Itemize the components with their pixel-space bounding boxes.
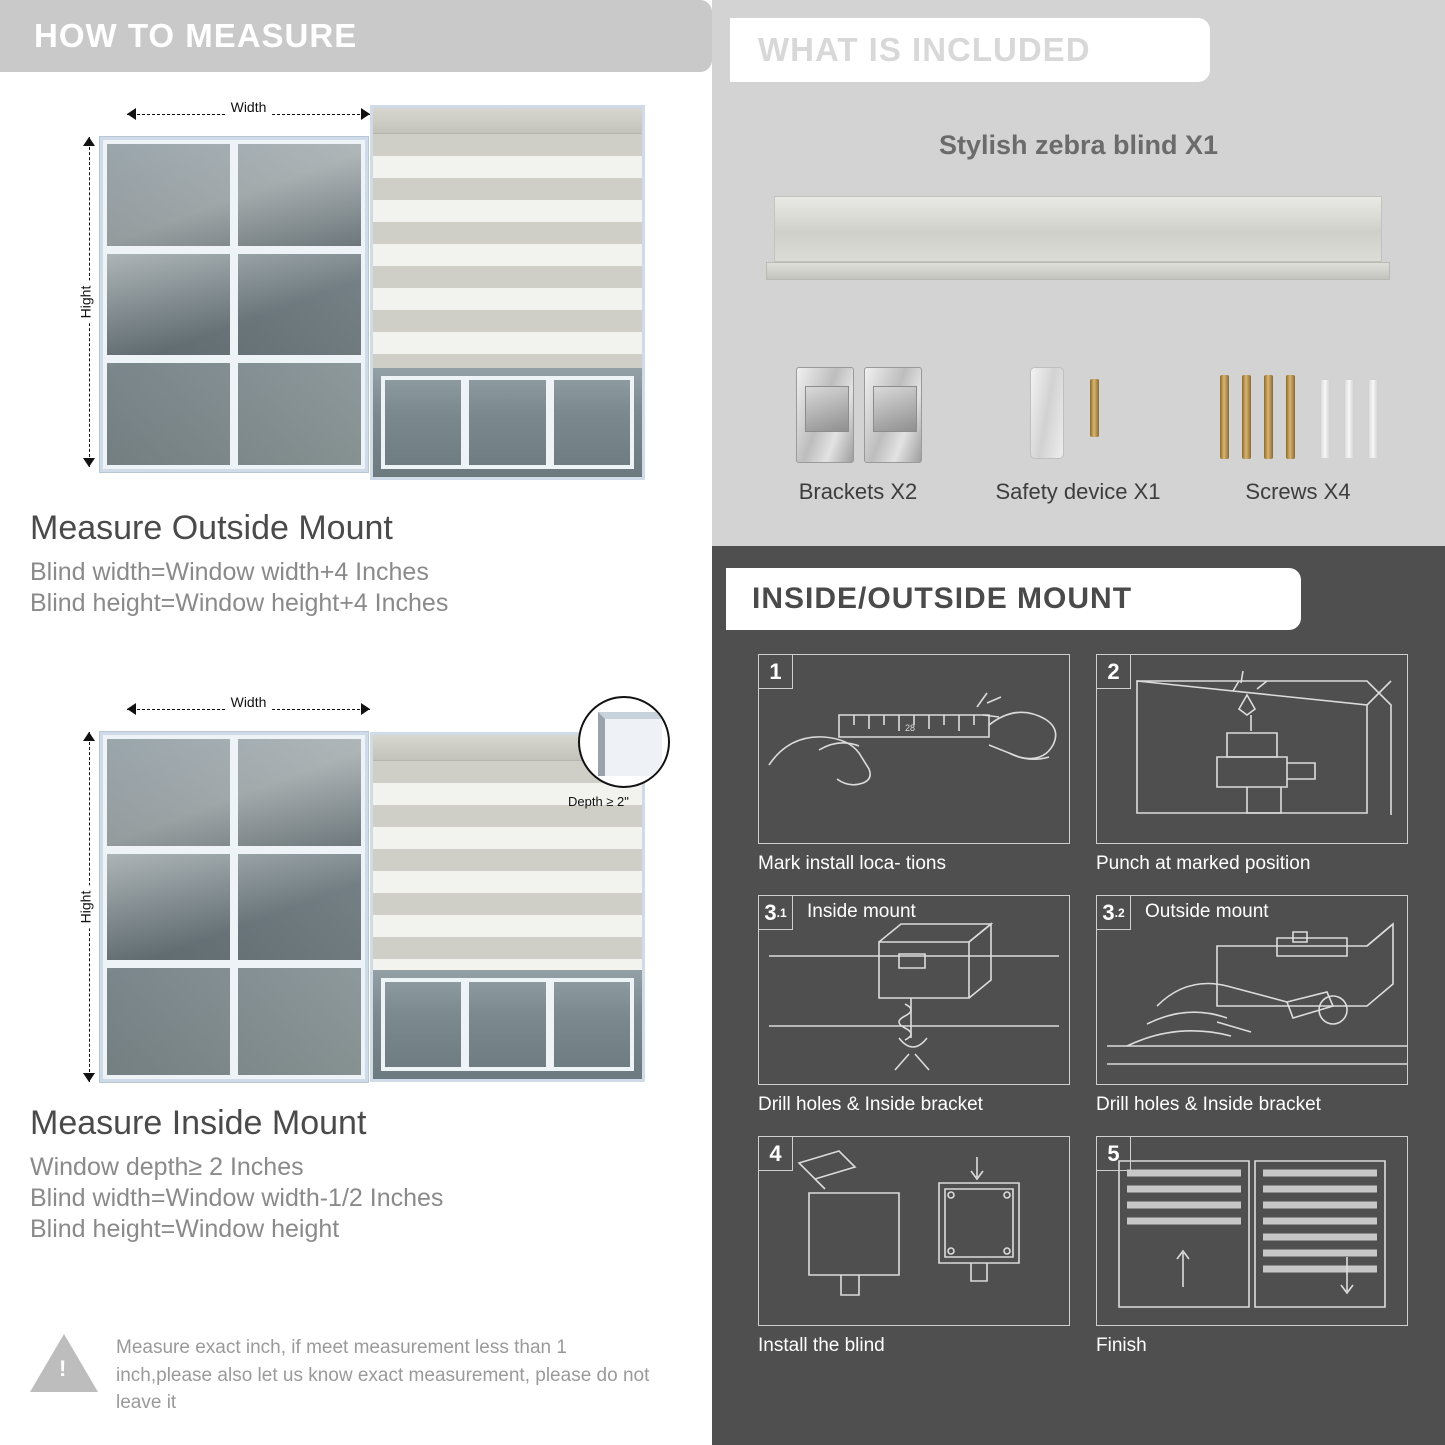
- step-item: [1096, 895, 1408, 1116]
- width-arrow-right-icon: [361, 108, 370, 120]
- drill-sketch-icon: [1097, 655, 1407, 844]
- window-pane: [103, 735, 234, 850]
- part-label: Screws X4: [1245, 479, 1351, 504]
- height-arrow-up-icon: [83, 137, 95, 146]
- window-pane: [234, 359, 365, 469]
- outside-mount-rule-2: Blind height=Window height+4 Inches: [30, 589, 449, 617]
- zebra-blind-product-image: [766, 196, 1390, 292]
- step-number: 1: [759, 655, 793, 689]
- window-pane: [234, 735, 365, 850]
- included-parts-list: [758, 330, 1398, 505]
- height-arrow-up-icon: [83, 732, 95, 741]
- window-pane-grid: [103, 140, 365, 469]
- outside-bracket-sketch-icon: [1097, 896, 1407, 1085]
- bracket-icon: [864, 367, 922, 463]
- measure-hand-sketch-icon: [759, 655, 1069, 844]
- blind-roll: [774, 196, 1382, 262]
- depth-label: Depth ≥ 2": [568, 794, 629, 809]
- step-illustration: [758, 654, 1070, 844]
- wall-anchor-icon: [1368, 379, 1379, 459]
- safety-device-image: [978, 359, 1178, 467]
- step-item: [758, 1136, 1070, 1357]
- inside-mount-rule-3: Blind height=Window height: [30, 1215, 340, 1243]
- step-number: 4: [759, 1137, 793, 1171]
- blind-fabric: [373, 134, 642, 374]
- inside-window-photo: [100, 732, 368, 1082]
- step-item: [758, 895, 1070, 1116]
- window-pane: [103, 250, 234, 360]
- window-pane: [234, 250, 365, 360]
- blind-view-pane: [550, 376, 634, 469]
- step-caption: Drill holes & Inside bracket: [758, 1094, 983, 1115]
- outside-window-photo: [100, 137, 368, 472]
- svg-text:28: 28: [905, 723, 916, 733]
- screw-icon: [1286, 375, 1295, 459]
- step-illustration: [1096, 1136, 1408, 1326]
- step-subtitle: Outside mount: [1145, 901, 1269, 922]
- width-label: Width: [225, 99, 273, 115]
- step-caption: Mark install loca- tions: [758, 853, 946, 874]
- step-number: 3 .1: [759, 896, 793, 930]
- mount-title: INSIDE/OUTSIDE MOUNT: [752, 582, 1133, 615]
- depth-corner-icon: [598, 712, 662, 776]
- step-illustration: [758, 895, 1070, 1085]
- step-illustration: [758, 1136, 1070, 1326]
- how-to-measure-banner: [0, 0, 712, 72]
- part-label: Safety device X1: [995, 479, 1161, 504]
- whats-included-section: [712, 0, 1445, 546]
- inside-mount-rule-1: Window depth≥ 2 Inches: [30, 1153, 304, 1181]
- blind-view-pane: [550, 978, 634, 1071]
- inside-mount-diagram: [30, 690, 700, 1090]
- step-item: [1096, 654, 1408, 875]
- inside-outside-mount-section: [712, 546, 1445, 1445]
- outside-mount-rule-1: Blind width=Window width+4 Inches: [30, 558, 429, 586]
- window-pane-grid: [103, 735, 365, 1079]
- blind-view-grid: [381, 978, 634, 1071]
- mount-banner: [726, 568, 1301, 630]
- screw-icon: [1220, 375, 1229, 459]
- screw-icon: [1090, 379, 1099, 437]
- screws-image: [1198, 359, 1398, 467]
- window-pane: [103, 359, 234, 469]
- step-caption: Punch at marked position: [1096, 853, 1311, 874]
- outside-mount-heading: Measure Outside Mount: [30, 509, 393, 547]
- width-arrow-left-icon: [127, 703, 136, 715]
- safety-device-icon: [1030, 367, 1064, 459]
- blind-view-grid: [381, 376, 634, 469]
- blind-view-pane: [381, 978, 465, 1071]
- height-label: Hight: [77, 281, 93, 324]
- inside-mount-rule-2: Blind width=Window width-1/2 Inches: [30, 1184, 444, 1212]
- finished-blinds-sketch-icon: [1097, 1137, 1407, 1326]
- height-arrow-down-icon: [83, 458, 95, 467]
- outside-width-dimension: [127, 99, 370, 125]
- inside-mount-heading: Measure Inside Mount: [30, 1104, 367, 1142]
- how-to-measure-title: HOW TO MEASURE: [34, 17, 358, 54]
- outside-mount-diagram: [30, 95, 700, 495]
- inside-bracket-sketch-icon: [759, 896, 1069, 1085]
- window-pane: [234, 850, 365, 965]
- right-column: [712, 0, 1445, 1445]
- step-number: 3 .2: [1097, 896, 1131, 930]
- blind-open-view: [373, 368, 642, 477]
- inside-mount-blind: [370, 732, 645, 1082]
- window-pane: [103, 140, 234, 250]
- whats-included-banner: [730, 18, 1210, 82]
- step-number: 5: [1097, 1137, 1131, 1171]
- step-illustration: [1096, 654, 1408, 844]
- blind-headrail: [373, 108, 642, 134]
- part-item: [1198, 359, 1398, 505]
- wall-anchor-icon: [1344, 379, 1355, 459]
- height-arrow-down-icon: [83, 1073, 95, 1082]
- blind-view-pane: [465, 978, 549, 1071]
- outside-mount-blind: [370, 105, 645, 480]
- screw-icon: [1264, 375, 1273, 459]
- part-item: [758, 359, 958, 505]
- window-depth-callout: [578, 696, 670, 788]
- width-arrow-right-icon: [361, 703, 370, 715]
- outside-mount-section: [0, 95, 712, 620]
- inside-height-dimension: [78, 732, 100, 1082]
- window-pane: [234, 140, 365, 250]
- width-arrow-left-icon: [127, 108, 136, 120]
- height-label: Hight: [77, 886, 93, 929]
- installation-steps: [758, 654, 1408, 1357]
- brackets-image: [758, 359, 958, 467]
- part-label: Brackets X2: [798, 479, 918, 504]
- bracket-icon: [796, 367, 854, 463]
- blind-bottom-rail: [766, 262, 1390, 280]
- whats-included-title: WHAT IS INCLUDED: [758, 31, 1091, 68]
- inside-width-dimension: [127, 694, 370, 720]
- step-item: [758, 654, 1070, 875]
- install-blind-sketch-icon: [759, 1137, 1069, 1326]
- window-pane: [103, 850, 234, 965]
- step-caption: Install the blind: [758, 1335, 885, 1356]
- width-label: Width: [225, 694, 273, 710]
- blind-open-view: [373, 970, 642, 1079]
- part-item: [978, 359, 1178, 505]
- outside-height-dimension: [78, 137, 100, 467]
- step-subtitle: Inside mount: [807, 901, 916, 922]
- product-name: Stylish zebra blind X1: [938, 130, 1219, 160]
- measurement-note-text: Measure exact inch, if meet measurement less than 1 inch,please also let us know exact measurement, please do not leave it: [116, 1337, 650, 1414]
- how-to-measure-column: [0, 0, 712, 1445]
- screw-icon: [1242, 375, 1251, 459]
- window-pane: [103, 964, 234, 1079]
- step-illustration: [1096, 895, 1408, 1085]
- wall-anchor-icon: [1320, 379, 1331, 459]
- inside-mount-section: [0, 690, 712, 1246]
- measurement-note: [30, 1334, 650, 1417]
- window-pane: [234, 964, 365, 1079]
- blind-view-pane: [381, 376, 465, 469]
- step-caption: Finish: [1096, 1335, 1147, 1356]
- step-number: 2: [1097, 655, 1131, 689]
- warning-triangle-icon: !: [30, 1334, 98, 1392]
- step-caption: Drill holes & Inside bracket: [1096, 1094, 1321, 1115]
- step-item: [1096, 1136, 1408, 1357]
- blind-view-pane: [465, 376, 549, 469]
